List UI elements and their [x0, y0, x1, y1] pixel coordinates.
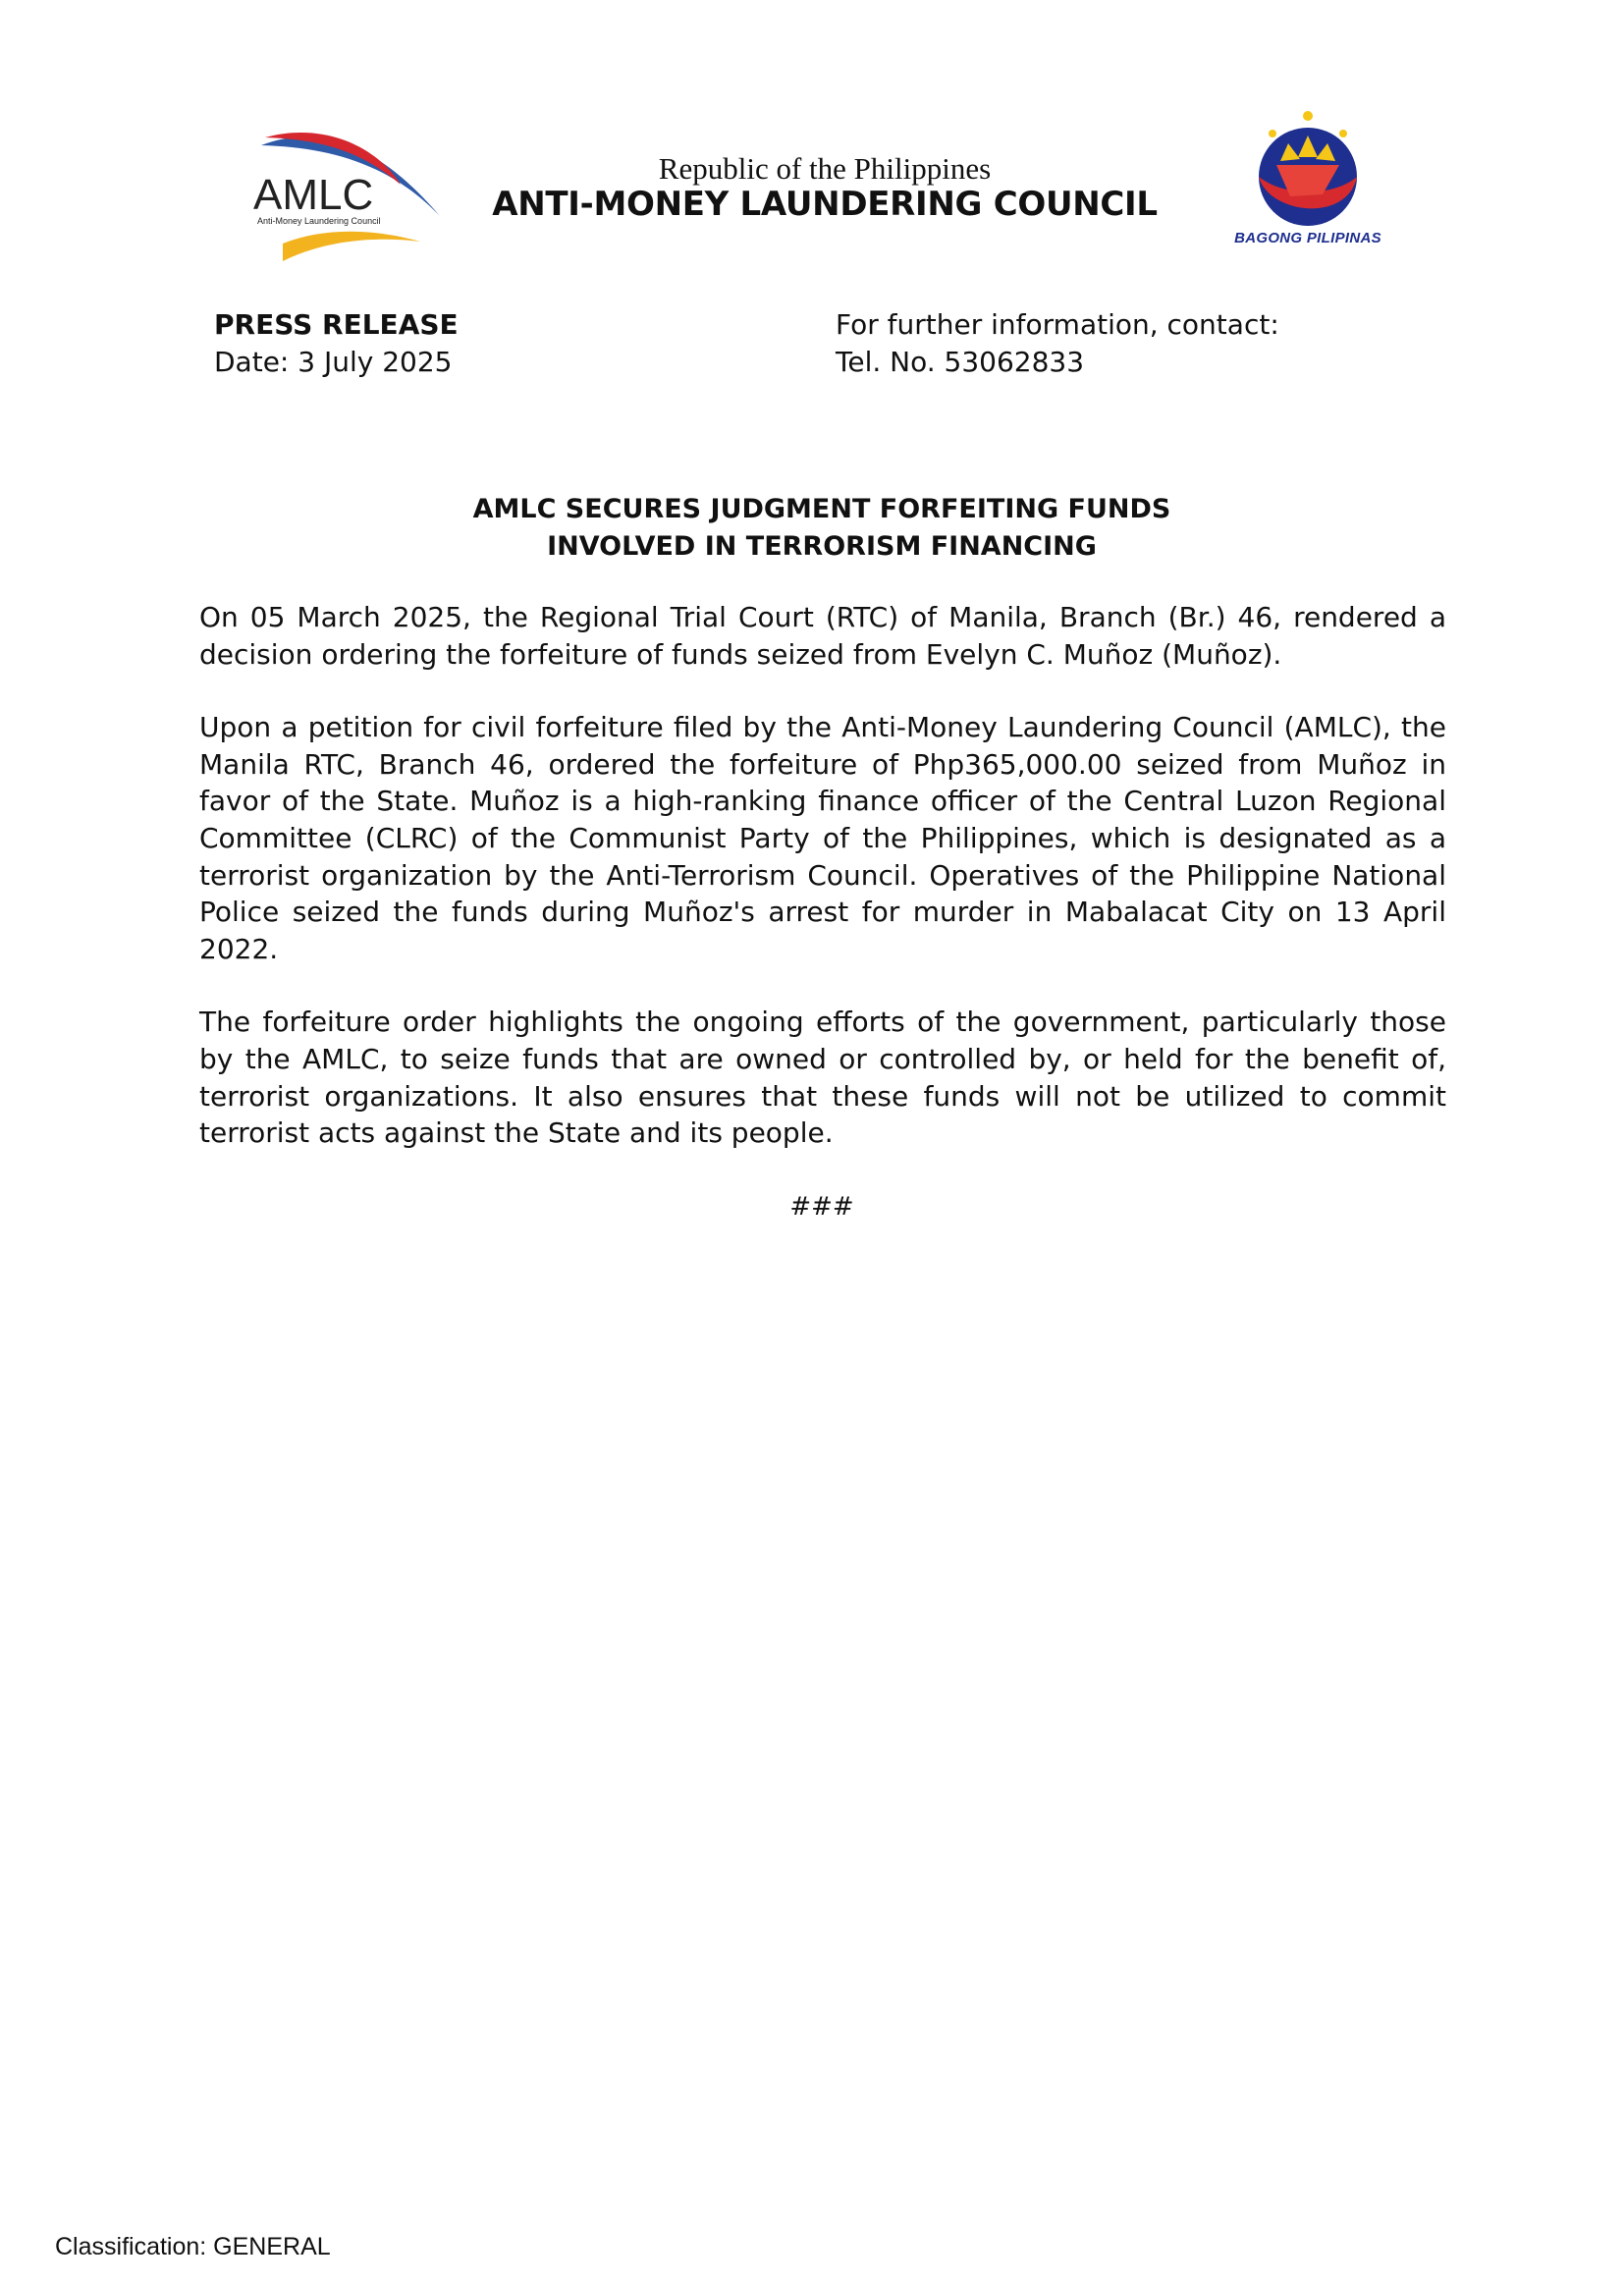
title-line-1: AMLC SECURES JUDGMENT FORFEITING FUNDS — [472, 494, 1171, 524]
amlc-logo — [253, 126, 450, 271]
bagong-pilipinas-logo — [1229, 106, 1386, 253]
header-title: ANTI-MONEY LAUNDERING COUNCIL — [492, 185, 1158, 224]
contact-label: For further information, contact: — [836, 308, 1279, 341]
bagong-pilipinas-text: BAGONG PILIPINAS — [1234, 230, 1381, 246]
body-paragraph: Upon a petition for civil forfeiture filed by the Anti-Money Laundering Council (AMLC), the Manila RTC, Branch 46, ordered the forfeiture of Php365,000.00 seized from Muñoz in favor of the State. Muñoz is a high-ranking finance officer of the Central Luzon Regional Committee (CLRC) of the Communist Party of the Philippines, which is designated as a terrorist organization by the Anti-Terrorism Council. Operatives of the Philippine National Police seized the funds during Muñoz's arrest for murder in Mabalacat City on 13 April 2022. — [199, 711, 1446, 965]
press-release-title — [0, 491, 1624, 566]
classification-label: Classification: GENERAL — [55, 2233, 331, 2260]
contact-info — [836, 306, 1279, 381]
press-release-body — [199, 599, 1446, 1188]
body-paragraph: On 05 March 2025, the Regional Trial Court (RTC) of Manila, Branch (Br.) 46, rendered a decision ordering the forfeiture of funds seized from Evelyn C. Muñoz (Muñoz). — [199, 601, 1446, 671]
body-paragraph: The forfeiture order highlights the ongoing efforts of the government, particularly those by the AMLC, to seize funds that are owned or controlled by, or held for the benefit of, terrorist organizations. It also ensures that these funds will not be utilized to commit terrorist acts against the State and its people. — [199, 1006, 1446, 1150]
release-type: PRESS RELEASE — [214, 308, 459, 341]
release-date: Date: 3 July 2025 — [214, 346, 453, 378]
contact-tel: Tel. No. 53062833 — [836, 346, 1085, 378]
header-subtitle: Republic of the Philippines — [658, 151, 992, 186]
amlc-logo-subtext: Anti-Money Laundering Council — [257, 216, 381, 226]
amlc-logo-text: AMLC — [253, 171, 374, 219]
end-mark: ### — [789, 1192, 854, 1222]
release-meta — [214, 306, 459, 381]
title-line-2: INVOLVED IN TERRORISM FINANCING — [547, 531, 1097, 562]
